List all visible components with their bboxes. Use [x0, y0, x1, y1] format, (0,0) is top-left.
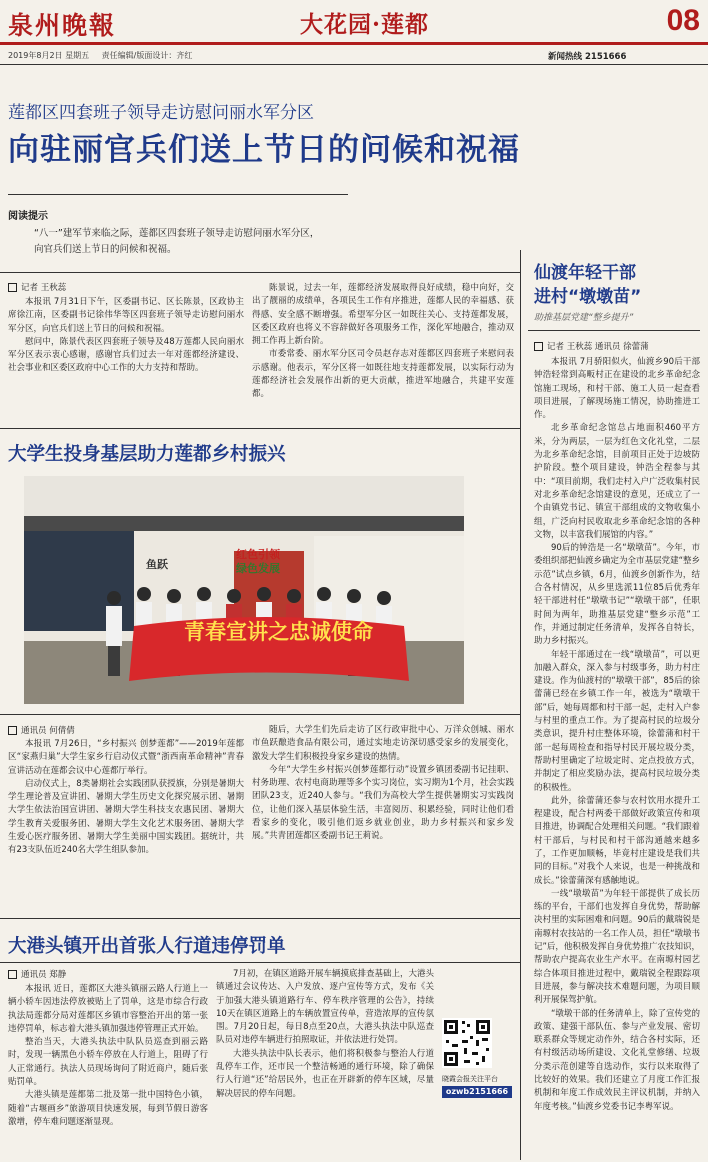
sidebar-paragraph: “墩墩干部的任务清单上，除了宣传党的政策、建强干部队伍、参与产业发展、密切联系群众等规定动作外，结合各村实际，还有村级活动场所建设、文化礼堂修缮、垃圾分类示范创建等自选动作，实行以来取得了比较好的效果。我们还建立了月度工作汇报机制和年度工作成效民主评议机制，并纳入年度考核。”仙渡乡党委书记李粤军说。 — [534, 1008, 700, 1112]
editor-credit: 责任编辑/版面设计：齐红 — [101, 51, 193, 60]
qr-caption: 晓霞会报关注平台 — [442, 1075, 498, 1083]
news-hotline — [548, 50, 626, 62]
sidebar-divider — [520, 250, 521, 1160]
sidebar-paragraph: 北乡革命纪念馆总占地面积460平方米，分为两层，一层为红色文化礼堂，二层为北乡革命纪念馆，目前项目正处于边坡防护阶段。整个项目建设，钟浩全程参与其中：“项目前期，我们走村入户广泛收集村民对北乡革命纪念馆建设的意见，还成立了一个由镇党书记、镇宣干部组成的文物收集小组，广泛向村民收取北乡革命纪念馆的各种文物，以丰富我们展馆的内容。” — [534, 423, 700, 540]
issue-date: 2019年8月2日 星期五 — [8, 51, 90, 60]
photo-board-left: 红色引领 — [236, 548, 280, 561]
sidebar-headline — [534, 261, 641, 309]
lead-headline: 向驻丽官兵们送上节日的问候和祝福 — [8, 132, 520, 168]
traffic-col-1 — [8, 983, 208, 1158]
traffic-byline-text: 通讯员 郑静 — [21, 970, 67, 980]
traffic-col-2 — [216, 968, 434, 1158]
photo-sign: 鱼跃 — [146, 558, 168, 571]
traffic-byline — [8, 968, 66, 980]
photo-banner-text: 青春宣讲之忠诚使命 — [184, 620, 373, 644]
lead-top-rule — [0, 272, 520, 273]
section-rule-1 — [0, 428, 520, 429]
sidebar-paragraph: 年轻干部通过在一线“墩墩苗”，可以更加融入群众，深入参与村级事务，助力村庄建设。作为仙渡村的“墩墩干部”，85后的徐蕾蒲已经在乡镇工作一年，被选为“墩墩干部”后，她每周都和村干部一起，走村入户参与村里的重点工作。为了提高村民的垃圾分类意识，提升村庄整体环境，徐蕾蒲和村干部一起每周检查和指导村民开展垃圾分类，帮助村里确定了垃圾定时、定点投放方式，并制定了相应奖励办法，提高村民垃圾分类的积极性。 — [534, 649, 700, 793]
lead-byline — [8, 281, 66, 293]
student-headline: 大学生投身基层助力莲都乡村振兴 — [8, 444, 286, 465]
photo-illustration — [24, 476, 464, 704]
byline-marker-icon — [8, 283, 17, 292]
byline-marker-icon — [8, 970, 17, 979]
lead-paragraph: 本报讯 7月31日下午，区委副书记、区长陈景，区政协主席徐江南，区委副书记徐伟华等区四套班子领导走访慰问丽水军分区，向官兵们送上节日的问候和祝福。 — [8, 297, 244, 334]
summary-label: 阅读提示 — [8, 211, 48, 222]
byline-marker-icon — [8, 726, 17, 735]
student-col-2 — [252, 724, 514, 910]
traffic-paragraph: 大港头执法中队长表示，他们将积极参与整治人行道乱停车工作，还市民一个整洁畅通的通行环境，除了确保行人行道“还”给居民外，也正在开辟新的停车区域，尽量解决居民的停车问题。 — [216, 1048, 434, 1099]
hotline-label: 新闻热线 — [548, 52, 583, 62]
sidebar-paragraph: 一线“墩墩苗”为年轻干部提供了成长历练的平台，干部们也发挥自身优势，帮助解决村里的实际困难和问题。90后的戴瑞锐是南塬村农技站的一名工作人员，担任“墩墩书记”后，他积极发挥自身优势推广农技知识，帮助农户提高农业生产水平。在南塬村园艺综合体项目推进过程中，戴瑞锐全程跟踪项目进展，参与解决技术难题问题，为项目顺利开展保驾护航。 — [534, 888, 700, 1006]
photo-board-right: 绿色发展 — [236, 562, 280, 575]
header-rule — [0, 64, 708, 65]
section-title: 大花园·莲都 — [300, 11, 430, 38]
traffic-headline: 大港头镇开出首张人行道违停罚单 — [8, 936, 286, 957]
student-paragraph: 今年“大学生乡村振兴创梦莲都行动”设置乡镇团委副书记挂职、村务助理、农村电商助理等多个实习岗位，实习期为1个月，社会实践团队23支，近240人参与。“我们为高校大学生提供暑期实习实践岗位，让他们深入基层体验生活，丰富阅历、积累经验，同时让他们看看家乡的变化，吸引他们返乡就业创业，助力乡村振兴和家乡发展。”共青团莲都区委副书记王莉说。 — [252, 764, 514, 842]
sidebar-byline-text: 记者 王秋蕊 通讯员 徐蕾蒲 — [547, 342, 649, 352]
student-paragraph: 随后，大学生们先后走访了区行政审批中心、万洋众创城、丽水市鱼跃酿造食品有限公司，通过实地走访深切感受家乡的发展变化，激发大学生们积极投身家乡建设的热情。 — [252, 725, 514, 762]
traffic-rule — [0, 962, 520, 963]
sidebar-paragraph: 本报讯 7月骄阳似火，仙渡乡90后干部钟浩轻常到高畈村正在建设的北乡革命纪念馆施工现场，和村干部、施工人员一起查看项目进展，了解现场施工情况，协助推进工作。 — [534, 357, 700, 421]
student-group-photo — [24, 476, 464, 704]
sidebar-paragraph: 90后的钟浩是一名“墩墩苗”。今年，市委组织部把仙渡乡确定为全市基层党建“整乡示范”试点乡镇，6月，仙渡乡创新作为，结合各村情况，从乡里选派11位85后优秀年轻干部进村任“墩墩书记”“墩墩干部”，任职时间为两年，助推基层党建“整乡示范”工作，并通过制定任务清单，发挥各自特长，助力乡村振兴。 — [534, 543, 700, 647]
traffic-paragraph: 整治当天，大港头执法中队队员巡查到丽云路时，发现一辆黑色小轿车停放在人行道上，阻碍了行人正常通行。执法人员现场询问了附近商户，随后张贴罚单。 — [8, 1037, 208, 1088]
dateline — [8, 50, 202, 61]
lead-paragraph: 市委常委、丽水军分区司令员赵存志对莲都区四套班子来慰问表示感谢。他表示，军分区将一如既往地支持莲都发展，以实际行动为莲都经济社会发展作出新的更大贡献，推进军地融合，共建平安莲都。 — [252, 349, 514, 400]
student-paragraph: 启动仪式上，8类暑期社会实践团队获授旗，分别是暑期大学生理论普及宣讲团、暑期大学生历史文化探究展示团、暑期大学生依法治国宣讲团、暑期大学生科技支农惠民团、暑期大学生教育关爱服务团、暑期大学生文化艺术服务团、暑期大学生爱心医疗服务团、暑期大学生美丽中国实践团。据统计，共有23支队伍近240名大学生组队参加。 — [8, 778, 244, 856]
sidebar-title-line-1: 仙渡年轻干部 — [534, 263, 636, 283]
newspaper-logo: 泉州晚報 — [8, 11, 117, 40]
byline-marker-icon — [534, 342, 543, 351]
hotline-number: 2151666 — [584, 52, 627, 62]
sidebar-subtitle: 助推基层党建“整乡提升” — [534, 313, 634, 323]
lead-byline-text: 记者 王秋蕊 — [21, 283, 67, 293]
qr-code-icon — [442, 1018, 492, 1068]
lead-paragraph: 慰问中，陈景代表区四套班子领导及48万莲都人民向丽水军分区表示衷心感谢，感谢官兵们过去一年对莲都经济建设、社会事业和区委区政府中心工作的大力支持和帮助。 — [8, 336, 244, 374]
summary-rule — [8, 194, 348, 195]
qr-code[interactable] — [442, 1018, 492, 1068]
lead-col-1 — [8, 296, 244, 422]
sidebar-title-line-2: 进村“墩墩苗” — [534, 287, 642, 307]
summary-text: “八一”建军节来临之际，莲都区四套班子领导走访慰问丽水军分区，向官兵们送上节日的问候和祝福。 — [34, 228, 320, 255]
traffic-paragraph: 大港头镇是莲都第二批及第一批中国特色小镇，随着“古堰画乡”旅游项目快速发展，每到节假日游客激增，停车难问题逐渐显现。 — [8, 1090, 208, 1127]
photo-rule — [0, 714, 520, 715]
student-col-1 — [8, 738, 244, 910]
qr-account-id: ozwb2151666 — [442, 1086, 512, 1098]
sidebar-byline — [534, 340, 649, 352]
lead-kicker: 莲都区四套班子领导走访慰问丽水军分区 — [8, 103, 314, 123]
lead-paragraph: 陈景说，过去一年，莲都经济发展取得良好成绩，稳中向好，交出了靓丽的成绩单，各项民生工作有序推进，莲都人民的幸福感、获得感、安全感不断增强。希望军分区一如既往关心、支持莲都发展，区委区政府也将义不容辞做好各项服务工作，深化军地融合，推动双拥工作再上新台阶。 — [252, 283, 514, 347]
masthead-divider — [0, 42, 708, 45]
lead-col-2 — [252, 282, 514, 422]
sidebar-body — [534, 356, 700, 1156]
student-byline-text: 通讯员 何倩倩 — [21, 726, 75, 736]
traffic-paragraph: 本报讯 近日，莲都区大港头镇丽云路人行道上一辆小轿车因违法停放被贴上了罚单，这是市综合行政执法局莲都分局对莲都区乡镇市容整治开出的第一张违停罚单，标志着大港头镇加强违停管理正式开始。 — [8, 984, 208, 1034]
sidebar-paragraph: 此外，徐蕾蒲还参与农村饮用水提升工程建设，配合村两委干部做好政策宣传和项目推进，协调配合处理相关问题。“我们跟着村干部后，与村民和村干部沟通越来越多了，工作更加顺畅，毕竟村庄建设是我们共同的目标。”对我个人来说，也是一种挑战和成长。”徐蕾蒲深有感触地说。 — [534, 795, 700, 886]
page-number: 08 — [666, 4, 700, 37]
section-rule-2 — [0, 918, 520, 919]
student-byline — [8, 724, 75, 736]
traffic-paragraph: 7月初，在镇区道路开展车辆摸底排查基础上，大港头镇通过会议传达、入户发放、逐户宣传等方式，发布《关于加强大港头镇道路行车、停车秩序管理的公告》，持续10天在镇区道路上的车辆放置宣传单，营造浓厚的宣传氛围。7月20日起，每日8点至20点，大港头执法中队巡查队员对违停车辆进行拍照取证，并依法进行处罚。 — [216, 969, 434, 1046]
sidebar-rule — [528, 330, 700, 331]
student-paragraph: 本报讯 7月26日，“乡村振兴 创梦莲都”——2019年莲都区“家燕归巢”大学生家乡行启动仪式暨“浙西南革命精神”青春宣讲活动在莲都会议中心莲都厅举行。 — [8, 739, 244, 776]
